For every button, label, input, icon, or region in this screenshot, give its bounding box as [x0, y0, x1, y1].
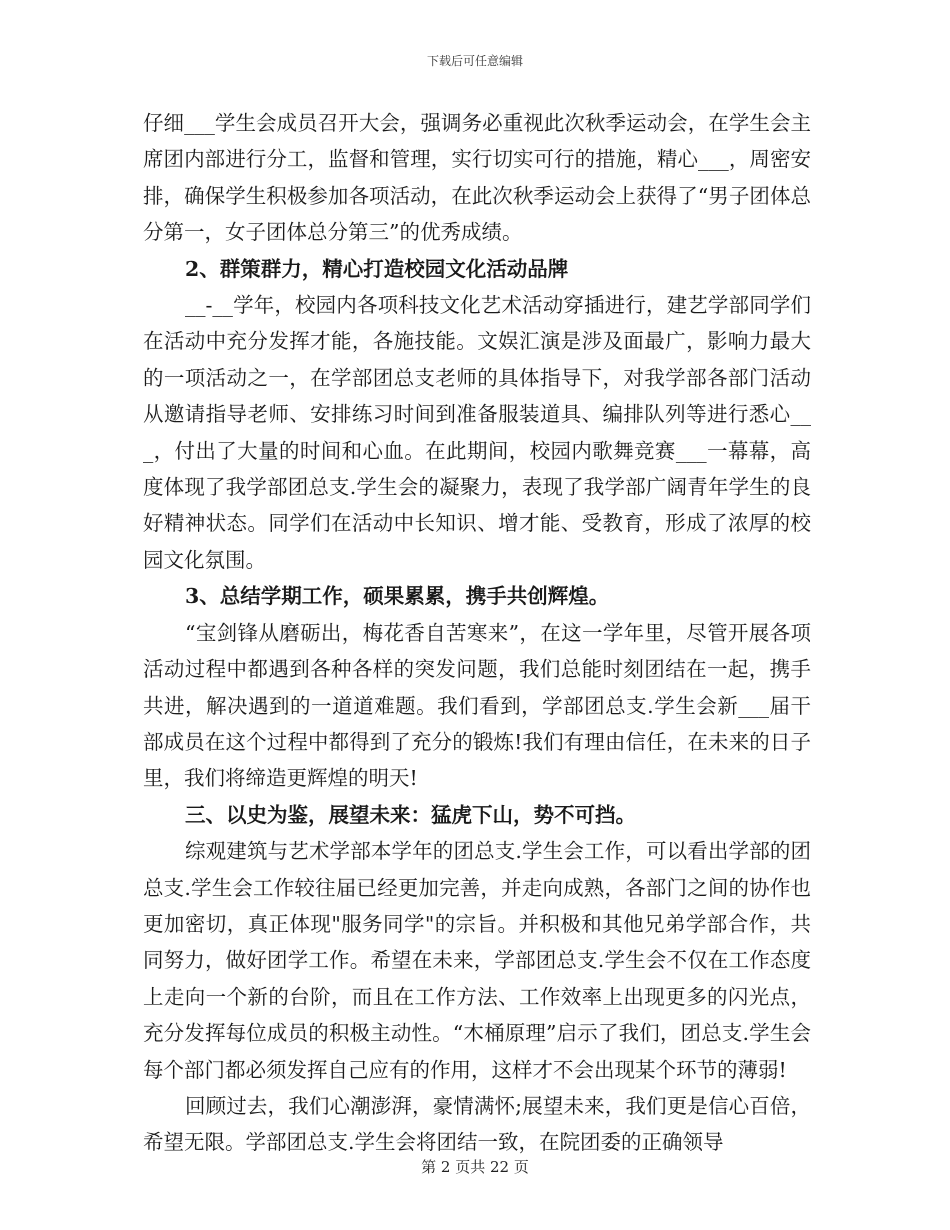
page-number: 第 2 页共 22 页 — [421, 1158, 529, 1176]
page-header-note: 下载后可任意编辑 — [426, 54, 523, 68]
paragraph-culture-activities: __-__学年，校园内各项科技文化艺术活动穿插进行，建艺学部同学们在活动中充分发挥才能，各施技能。文娱汇演是涉及面最广，影响力最大的一项活动之一，在学部团总支老师的具体指导下，对我学部各部门活动从邀请指导老师、安排练习时间到准备服装道具、编排队列等进行悉心___，付出了大量的时间和心血。在此期间，校园内歌舞竞赛___一幕幕，高度体现了我学部团总支.学生会的凝聚力，表现了我学部广阔青年学生的良好精神状态。同学们在活动中长知识、增才能、受教育，形成了浓厚的校园文化氛围。 — [143, 293, 811, 572]
section-heading-term-summary: 3、总结学期工作，硕果累累，携手共创辉煌。 — [185, 584, 610, 609]
paragraph-outlook: 综观建筑与艺术学部本学年的团总支.学生会工作，可以看出学部的团总支.学生会工作较往届已经更加完善，并走向成熟，各部门之间的协作也更加密切，真正体现"服务同学"的宗旨。并积极和其他兄弟学部合作，共同努力，做好团学工作。希望在未来，学部团总支.学生会不仅在工作态度上走向一个新的台阶，而且在工作方法、工作效率上出现更多的闪光点，充分发挥每位成员的积极主动性。“木桶原理”启示了我们，团总支.学生会每个部门都必须发挥自己应有的作用，这样才不会出现某个环节的薄弱! — [143, 839, 811, 1082]
paragraph-review: 回顾过去，我们心潮澎湃，豪情满怀;展望未来，我们更是信心百倍，希望无限。学部团总支.学生会将团结一致，在院团委的正确领导 — [143, 1093, 811, 1155]
paragraph-sports-meet: 仔细___学生会成员召开大会，强调务必重视此次秋季运动会，在学生会主席团内部进行分工，监督和管理，实行切实可行的措施，精心___，周密安排，确保学生积极参加各项活动，在此次秋季运动会上获得了“男子团体总分第一，女子团体总分第三”的优秀成绩。 — [143, 111, 811, 245]
section-heading-culture-brand: 2、群策群力，精心打造校园文化活动品牌 — [185, 256, 569, 281]
section-heading-outlook: 三、以史为鉴，展望未来：猛虎下山，势不可挡。 — [185, 802, 636, 827]
paragraph-term-summary: “宝剑锋从磨砺出，梅花香自苦寒来”，在这一学年里，尽管开展各项活动过程中都遇到各种各样的突发问题，我们总能时刻团结在一起，携手共进，解决遇到的一道道难题。我们看到，学部团总支.学生会新___届干部成员在这个过程中都得到了充分的锻炼!我们有理由信任，在未来的日子里，我们将缔造更辉煌的明天! — [143, 620, 811, 791]
document-body — [143, 105, 811, 1161]
